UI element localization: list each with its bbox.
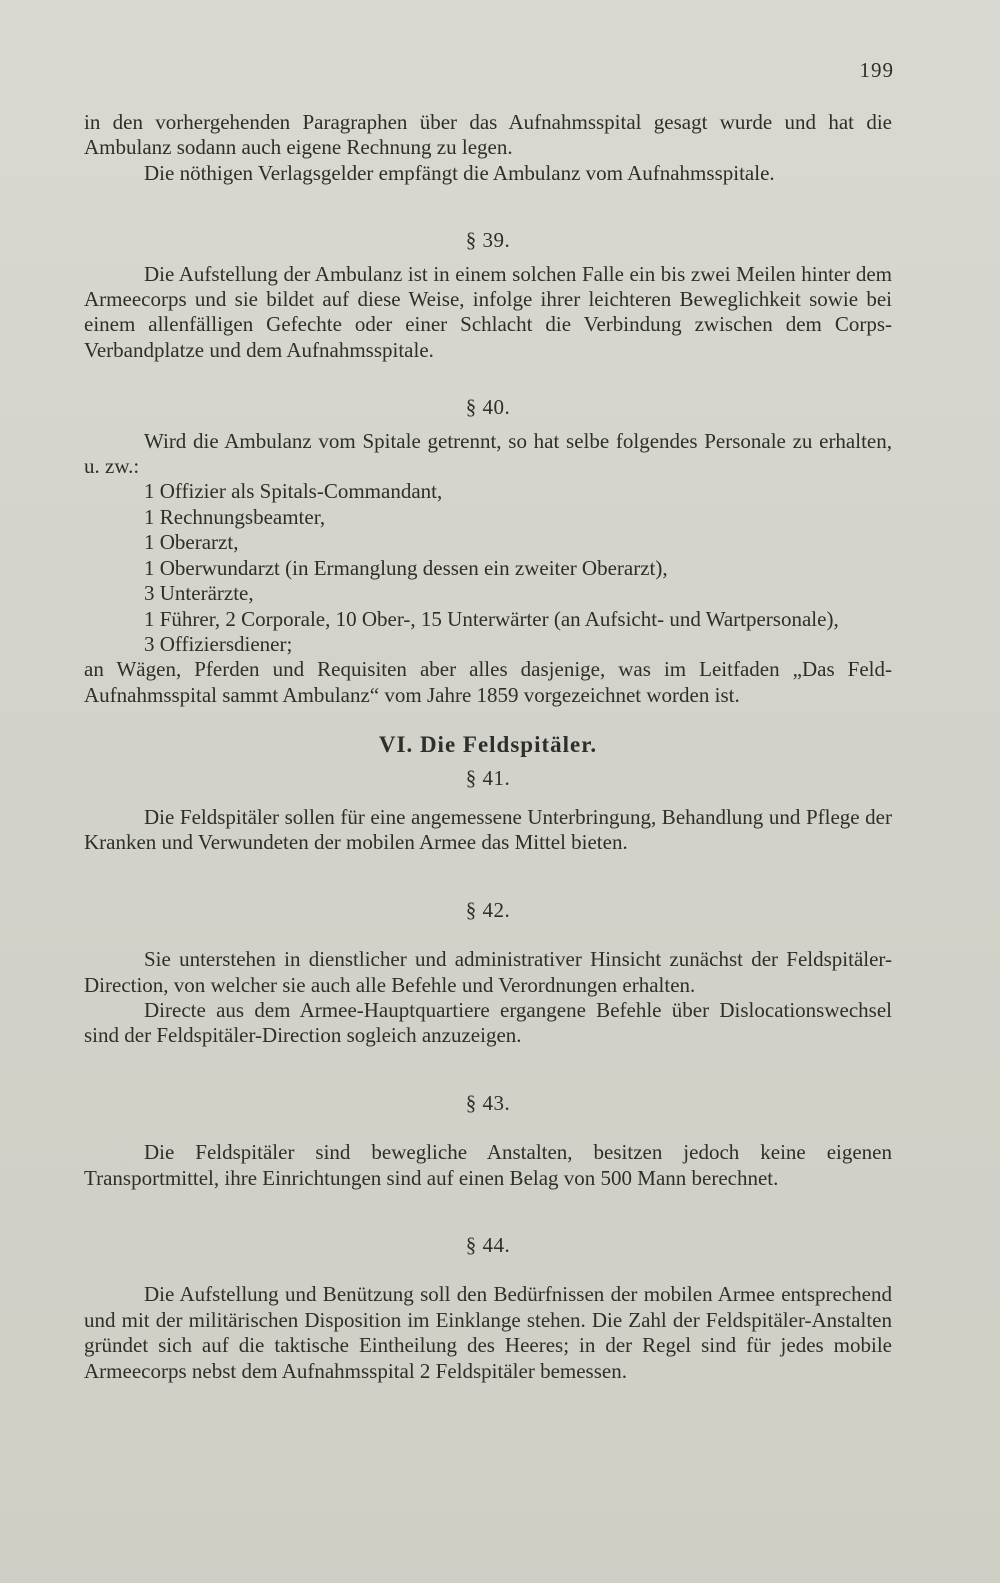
list-item: 3 Offiziersdiener; <box>144 631 293 656</box>
section-heading-42: § 42. <box>465 897 511 922</box>
paragraph-section-44: Die Aufstellung und Benützung soll den Bedürfnissen der mobilen Armee entsprechend und mit der militärischen Disposition im Einklange stehen. Die Zahl der Feldspitäler-Anstalten gründet sich auf die taktische Eintheilung des Heeres; in der Regel sind für jedes mobile Armeecorps nebst dem Aufnahmsspital 2 Feldspitäler bemessen. <box>84 1282 892 1383</box>
paragraph-section-40: Wird die Ambulanz vom Spitale getrennt, so hat selbe folgendes Personale zu erhalten, u. zw.: <box>84 428 892 479</box>
paragraph-intro-continuation: in den vorhergehenden Paragraphen über das Aufnahmsspital gesagt wurde und hat die Ambulanz sodann auch eigene Rechnung zu legen. <box>84 110 892 160</box>
paragraph-section-40-closing: an Wägen, Pferden und Requisiten aber alles dasjenige, was im Leitfaden „Das Feld-Aufnahmsspital sammt Ambulanz“ vom Jahre 1859 vorgezeichnet worden ist. <box>84 657 892 707</box>
list-item: 3 Unterärzte, <box>144 581 254 606</box>
chapter-title: VI. Die Feldspitäler. <box>378 732 598 758</box>
paragraph-section-43: Die Feldspitäler sind bewegliche Anstalten, besitzen jedoch keine eigenen Transportmittel, ihre Einrichtungen sind auf einen Belag von 500 Mann berechnet. <box>84 1140 892 1190</box>
paragraph-verlagsgelder: Die nöthigen Verlagsgelder empfängt die Ambulanz vom Aufnahmsspitale. <box>144 160 775 185</box>
paragraph-section-41: Die Feldspitäler sollen für eine angemessene Unterbringung, Behandlung und Pflege der Kranken und Verwundeten der mobilen Armee das Mittel bieten. <box>84 804 892 855</box>
section-heading-41: § 41. <box>465 765 511 790</box>
text-column <box>84 110 892 1384</box>
list-item: 1 Führer, 2 Corporale, 10 Ober-, 15 Unterwärter (an Aufsicht- und Wartpersonale), <box>144 606 839 631</box>
paragraph-section-39: Die Aufstellung der Ambulanz ist in einem solchen Falle ein bis zwei Meilen hinter dem Armeecorps und sie bildet auf diese Weise, infolge ihrer leichteren Beweglichkeit sowie bei einem allenfälligen Gefechte oder einer Schlacht die Verbindung zwischen dem Corps-Verbandplatze und dem Aufnahmsspitale. <box>84 261 892 362</box>
personnel-list <box>84 479 892 657</box>
paragraph-section-42-second: Directe aus dem Armee-Hauptquartiere ergangene Befehle über Dislocationswechsel sind der Feldspitäler-Direction sogleich anzuzeigen. <box>84 997 892 1048</box>
list-item: 1 Oberarzt, <box>144 530 239 555</box>
list-item: 1 Offizier als Spitals-Commandant, <box>144 479 443 504</box>
section-heading-43: § 43. <box>465 1090 511 1115</box>
section-heading-44: § 44. <box>465 1233 511 1257</box>
section-heading-40: § 40. <box>465 395 511 420</box>
paragraph-section-42: Sie unterstehen in dienstlicher und administrativer Hinsicht zunächst der Feldspitäler-Direction, von welcher sie auch alle Befehle und Verordnungen erhalten. <box>84 947 892 997</box>
list-item: 1 Rechnungsbeamter, <box>144 504 326 529</box>
section-heading-39: § 39. <box>465 228 511 253</box>
page-number: 199 <box>859 58 894 82</box>
list-item: 1 Oberwundarzt (in Ermanglung dessen ein zweiter Oberarzt), <box>144 555 668 580</box>
